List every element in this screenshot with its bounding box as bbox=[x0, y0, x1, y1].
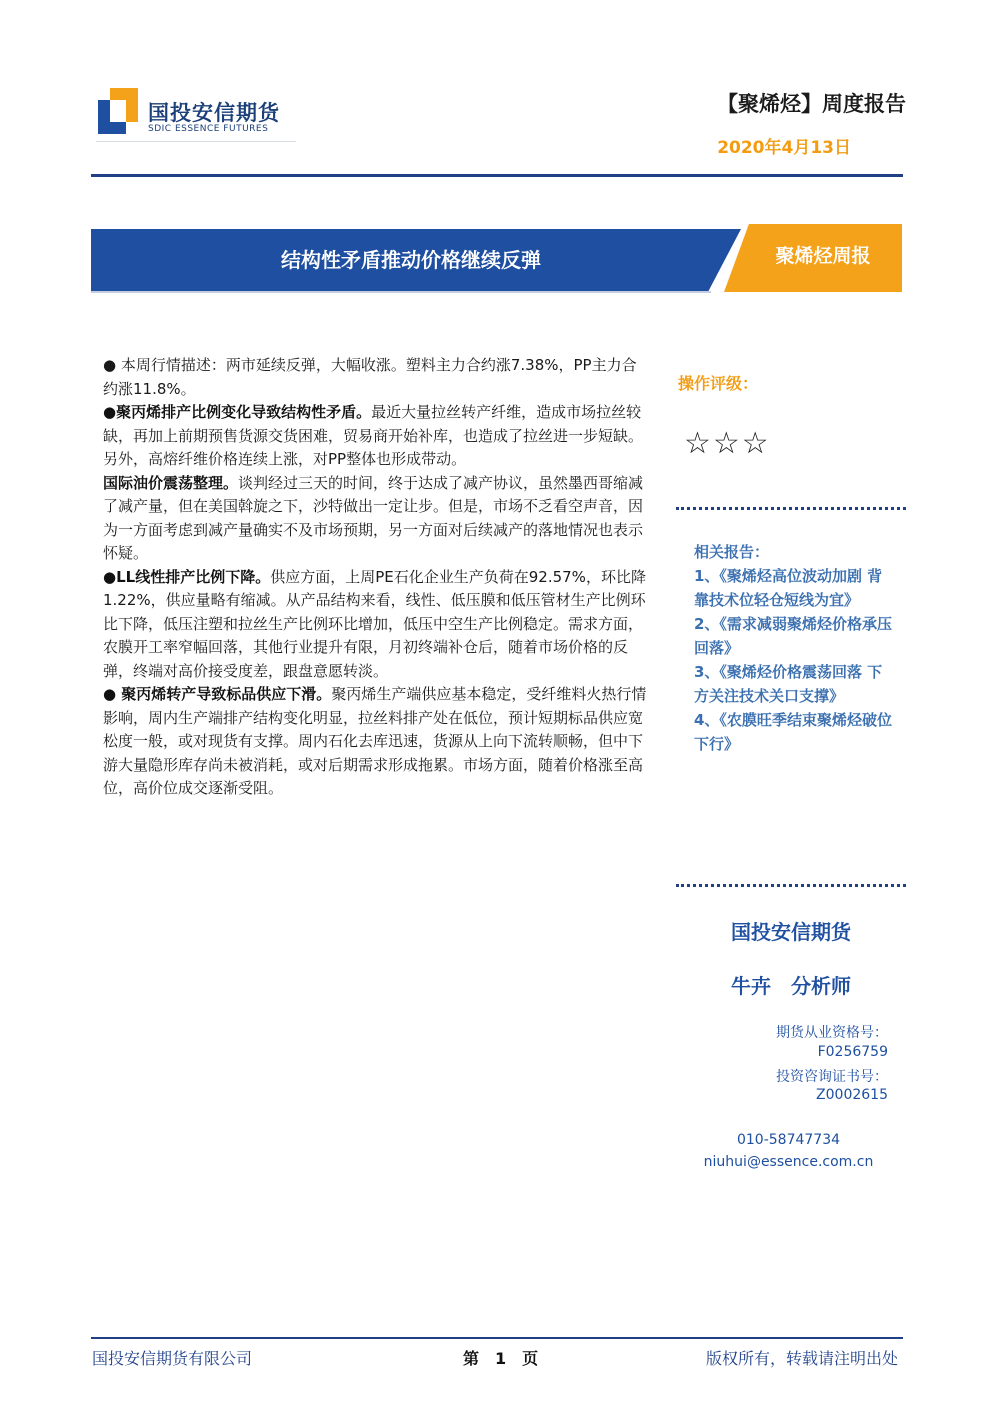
section-lldpe-supply bbox=[103, 566, 651, 684]
related-reports-title: 相关报告： bbox=[694, 543, 770, 561]
related-report-link[interactable]: 4、《农膜旺季结束聚烯烃破位下行》 bbox=[694, 711, 892, 753]
report-body bbox=[103, 354, 651, 801]
analyst-name: 牛卉 分析师 bbox=[731, 974, 851, 998]
section-heading: ●LL线性排产比例下降。 bbox=[103, 567, 271, 586]
qualification-label: 期货从业资格号： bbox=[776, 1025, 888, 1041]
section-text: 谈判经过三天的时间，终于达成了减产协议，虽然墨西哥缩减了减产量，但在美国斡旋之下，沙特做出一定让步。但是，市场不乏看空声音，因为一方面考虑到减产量确实不及市场预期，另一方面对后续减产的落地情况也表示怀疑。 bbox=[103, 473, 644, 562]
footer-divider bbox=[91, 1337, 903, 1339]
section-pp-structure bbox=[103, 401, 651, 472]
sidebar-divider bbox=[676, 507, 906, 510]
section-pp-supply bbox=[103, 683, 651, 801]
header-divider bbox=[91, 174, 903, 177]
section-heading: ● 聚丙烯转产导致标品供应下滑。 bbox=[103, 685, 332, 703]
logo-underline bbox=[96, 141, 296, 142]
sidebar-divider bbox=[676, 884, 906, 887]
report-headline: 结构性矛盾推动价格继续反弹 bbox=[281, 248, 541, 272]
title-banner-shadow bbox=[91, 291, 711, 293]
related-report-link[interactable]: 2、《需求减弱聚烯烃价格承压回落》 bbox=[694, 615, 892, 657]
page-number: 第 1 页 bbox=[463, 1349, 539, 1368]
related-report-link[interactable]: 1、《聚烯烃高位波动加剧 背靠技术位轻仓短线为宜》 bbox=[694, 567, 883, 609]
footer-company: 国投安信期货有限公司 bbox=[92, 1349, 253, 1368]
section-heading: 国际油价震荡整理。 bbox=[103, 473, 239, 492]
report-type-title: 【聚烯烃】周度报告 bbox=[717, 92, 906, 116]
rating-stars-icon: ☆☆☆ bbox=[684, 426, 771, 461]
report-tag-label: 聚烯烃周报 bbox=[775, 245, 871, 267]
company-logo-icon bbox=[98, 88, 138, 134]
investment-cert-label: 投资咨询证书号： bbox=[776, 1069, 888, 1085]
section-text: 最近大量拉丝转产纤维，造成市场拉丝较缺，再加上前期预售货源交货困难，贸易商开始补库，也造成了拉丝进一步短缺。另外，高熔纤维价格连续上涨，对PP整体也形成带动。 bbox=[103, 403, 644, 468]
related-report-link[interactable]: 3、《聚烯烃价格震荡回落 下方关注技术关口支撑》 bbox=[694, 663, 883, 705]
market-summary: ● 本周行情描述：两市延续反弹，大幅收涨。塑料主力合约涨7.38%，PP主力合约涨11.8%。 bbox=[103, 356, 637, 398]
section-crude-oil bbox=[103, 472, 651, 566]
related-reports-list bbox=[694, 564, 894, 756]
analyst-phone: 010-58747734 bbox=[736, 1132, 841, 1148]
investment-cert-number: Z0002615 bbox=[816, 1087, 888, 1103]
section-text: 供应方面，上周PE石化企业生产负荷在92.57%，环比降1.22%，供应量略有缩减。从产品结构来看，线性、低压膜和低压管材生产比例环比下降，低压注塑和拉丝生产比例环比增加，低压中空生产比例稳定。需求方面，农膜开工率窄幅回落，其他行业提升有限，月初终端补仓后，随着市场价格的反弹，终端对高价接受度差，跟盘意愿转淡。 bbox=[103, 567, 646, 680]
logo-name-cn: 国投安信期货 bbox=[148, 101, 280, 125]
section-heading: ●聚丙烯排产比例变化导致结构性矛盾。 bbox=[103, 403, 372, 421]
qualification-number: F0256759 bbox=[817, 1044, 888, 1060]
footer-copyright: 版权所有，转载请注明出处 bbox=[705, 1349, 898, 1368]
analyst-email[interactable]: niuhui@essence.com.cn bbox=[703, 1154, 874, 1170]
logo-name-en: SDIC ESSENCE FUTURES bbox=[148, 124, 269, 134]
report-date: 2020年4月13日 bbox=[717, 138, 851, 158]
sidebar-company-name: 国投安信期货 bbox=[731, 920, 851, 944]
rating-label: 操作评级： bbox=[678, 374, 759, 393]
section-text: 聚丙烯生产端供应基本稳定，受纤维料火热行情影响，周内生产端排产结构变化明显，拉丝料排产处在低位，预计短期标品供应宽松度一般，或对现货有支撑。周内石化去库迅速，货源从上向下流转顺畅，但中下游大量隐形库存尚未被消耗，或对后期需求形成拖累。市场方面，随着价格涨至高位，高价位成交逐渐受阻。 bbox=[103, 685, 647, 797]
